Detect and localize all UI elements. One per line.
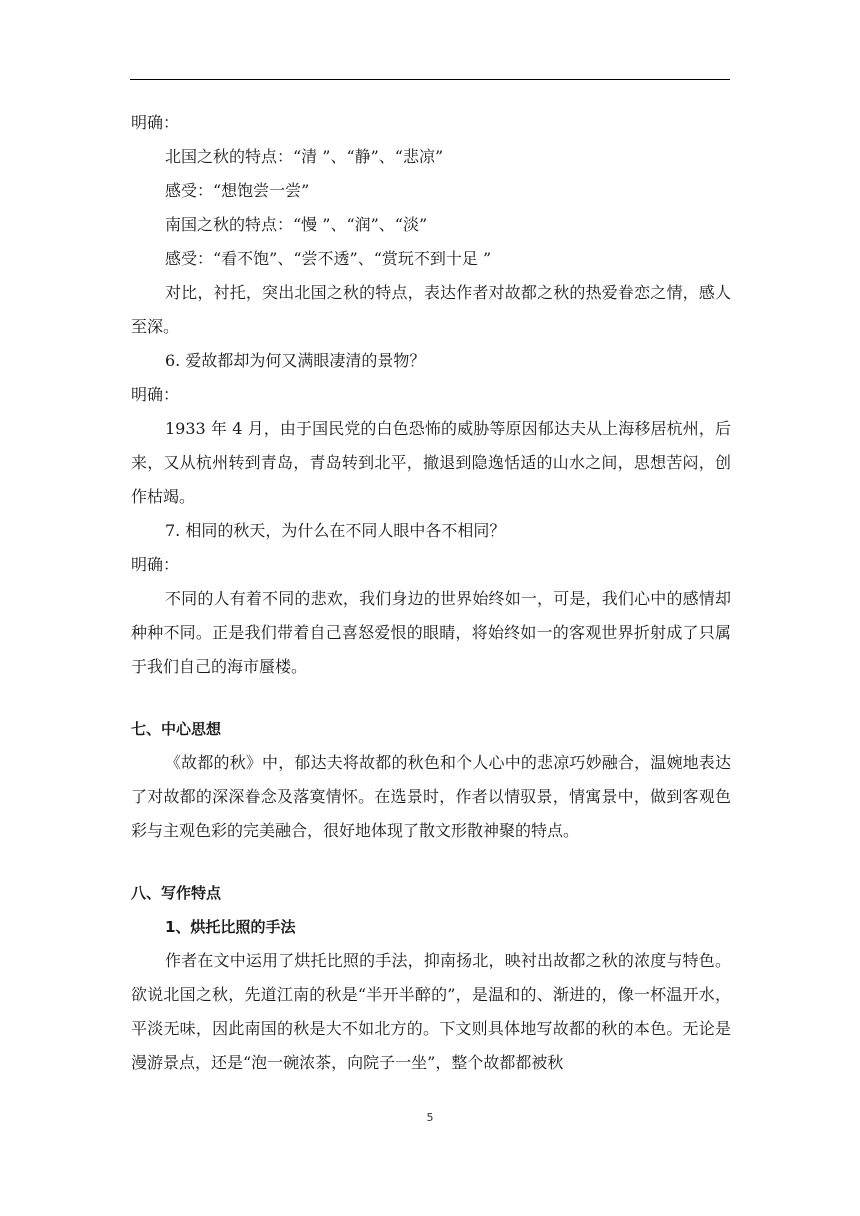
answer-label: 明确： <box>131 113 180 132</box>
subsection-heading-contrast-technique: 1、烘托比照的手法 <box>165 918 296 936</box>
south-autumn-feeling: 感受：“看不饱”、“尝不透”、“赏玩不到十足 ” <box>165 249 492 268</box>
south-autumn-traits: 南国之秋的特点：“慢 ”、“润”、“淡” <box>165 215 428 234</box>
document-body <box>131 106 731 1080</box>
answer-7-paragraph: 不同的人有着不同的悲欢，我们身边的世界始终如一，可是，我们心中的感情却种种不同。正是我们带着自己喜怒爱恨的眼睛，将始终如一的客观世界折射成了只属于我们自己的海市蜃楼。 <box>131 589 731 676</box>
question-6: 6. 爱故都却为何又满眼凄清的景物？ <box>165 351 426 370</box>
question-7: 7. 相同的秋天，为什么在不同人眼中各不相同？ <box>165 521 506 540</box>
north-autumn-traits: 北国之秋的特点：“清 ”、“静”、“悲凉” <box>165 147 444 166</box>
contrast-technique-paragraph: 作者在文中运用了烘托比照的手法，抑南扬北，映衬出故都之秋的浓度与特色。欲说北国之秋，先道江南的秋是“半开半醉的”，是温和的、渐进的，像一杯温开水，平淡无味，因此南国的秋是大不如北方的。下文则具体地写故都的秋的本色。无论是漫游景点，还是“泡一碗浓茶，向院子一坐”，整个故都都被秋 <box>131 951 731 1072</box>
answer-label: 明确： <box>131 385 180 404</box>
central-idea-paragraph: 《故都的秋》中，郁达夫将故都的秋色和个人心中的悲凉巧妙融合，温婉地表达了对故都的深深眷念及落寞情怀。在选景时，作者以情驭景，情寓景中，做到客观色彩与主观色彩的完美融合，很好地体现了散文形散神聚的特点。 <box>131 753 731 840</box>
contrast-paragraph: 对比，衬托，突出北国之秋的特点，表达作者对故都之秋的热爱眷恋之情，感人至深。 <box>131 283 731 336</box>
header-rule <box>130 79 730 80</box>
answer-label: 明确： <box>131 555 180 574</box>
section-heading-central-idea: 七、中心思想 <box>131 720 222 738</box>
north-autumn-feeling: 感受：“想饱尝一尝” <box>165 181 310 200</box>
answer-6-paragraph: 1933 年 4 月，由于国民党的白色恐怖的威胁等原因郁达夫从上海移居杭州，后来，又从杭州转到青岛，青岛转到北平，撤退到隐逸恬适的山水之间，思想苦闷，创作枯竭。 <box>131 419 731 506</box>
page-number: 5 <box>426 1111 434 1124</box>
section-heading-writing-features: 八、写作特点 <box>131 884 222 902</box>
